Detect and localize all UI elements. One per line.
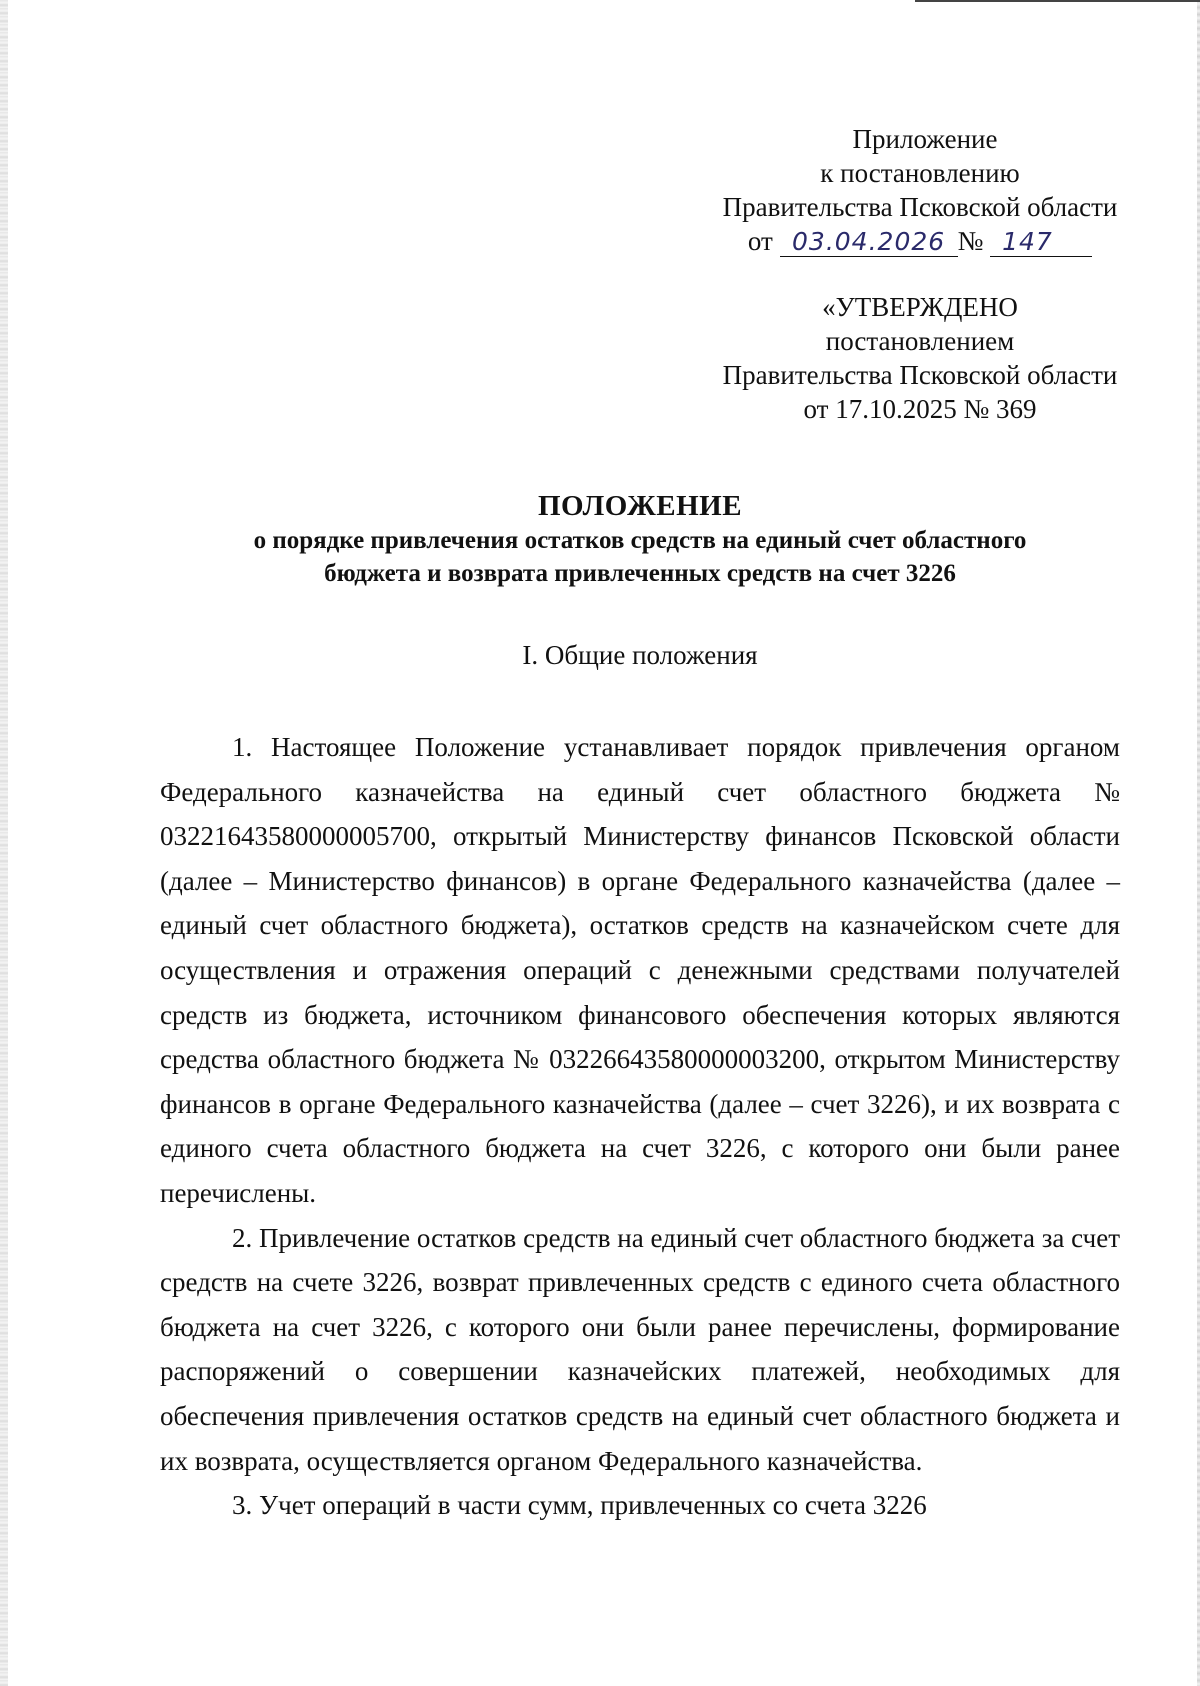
attachment-label: Приложение xyxy=(852,124,998,154)
section-heading: I. Общие положения xyxy=(522,640,758,670)
attachment-to-resolution: к постановлению xyxy=(820,158,1020,188)
attachment-block xyxy=(680,122,1160,258)
paragraph-2: 2. Привлечение остатков средств на единый счет областного бюджета за счет средств на счете 3226, возврат привлеченных средств с единого счета областного бюджета на счет 3226, с которого они были ранее перечислены, формирование распоряжений о совершении казначейских платежей, необходимых для обеспечения привлечения остатков средств на единый счет областного бюджета и их возврата, осуществляется органом Федерального казначейства. xyxy=(160,1222,1120,1476)
approved-by: постановлением xyxy=(825,326,1015,356)
handwritten-number: 147 xyxy=(990,228,1092,257)
handwritten-date: 03.04.2026 xyxy=(780,228,958,257)
document-subtitle-line-1: о порядке привлечения остатков средств на единый счет областного xyxy=(253,527,1027,554)
paragraph-3: 3. Учет операций в части сумм, привлеченных со счета 3226 xyxy=(232,1490,927,1521)
document-subtitle-line-2: бюджета и возврата привлеченных средств на счет 3226 xyxy=(324,560,956,587)
scan-edge-top xyxy=(915,0,1200,2)
document-title-block xyxy=(140,488,1140,590)
approved-block xyxy=(680,290,1160,426)
attachment-date-line xyxy=(680,224,1160,258)
approved-date: от 17.10.2025 № 369 xyxy=(803,394,1037,424)
approved-label: «УТВЕРЖДЕНО xyxy=(822,292,1018,322)
document-title: ПОЛОЖЕНИЕ xyxy=(537,490,743,522)
paragraph-1: 1. Настоящее Положение устанавливает порядок привлечения органом Федерального казначейства на единый счет областного бюджета № 03221643580000005700, открытый Министерству финансов Псковской области (далее – Министерство финансов) в органе Федерального казначейства (далее – единый счет областного бюджета), остатков средств на казначейском счете для осуществления и отражения операций с денежными средствами получателей средств из бюджета, источником финансового обеспечения которых являются средства областного бюджета № 03226643580000003200, открытом Министерству финансов в органе Федерального казначейства (далее – счет 3226), и их возврата с единого счета областного бюджета на счет 3226, с которого они были ранее перечислены. xyxy=(160,732,1120,1208)
attachment-government: Правительства Псковской области xyxy=(722,192,1118,222)
document-body xyxy=(160,725,1120,1528)
attachment-date-prefix: от xyxy=(747,226,773,256)
attachment-number-sign: № xyxy=(957,226,984,256)
approved-government: Правительства Псковской области xyxy=(722,360,1118,390)
scan-edge-left xyxy=(0,0,8,1686)
